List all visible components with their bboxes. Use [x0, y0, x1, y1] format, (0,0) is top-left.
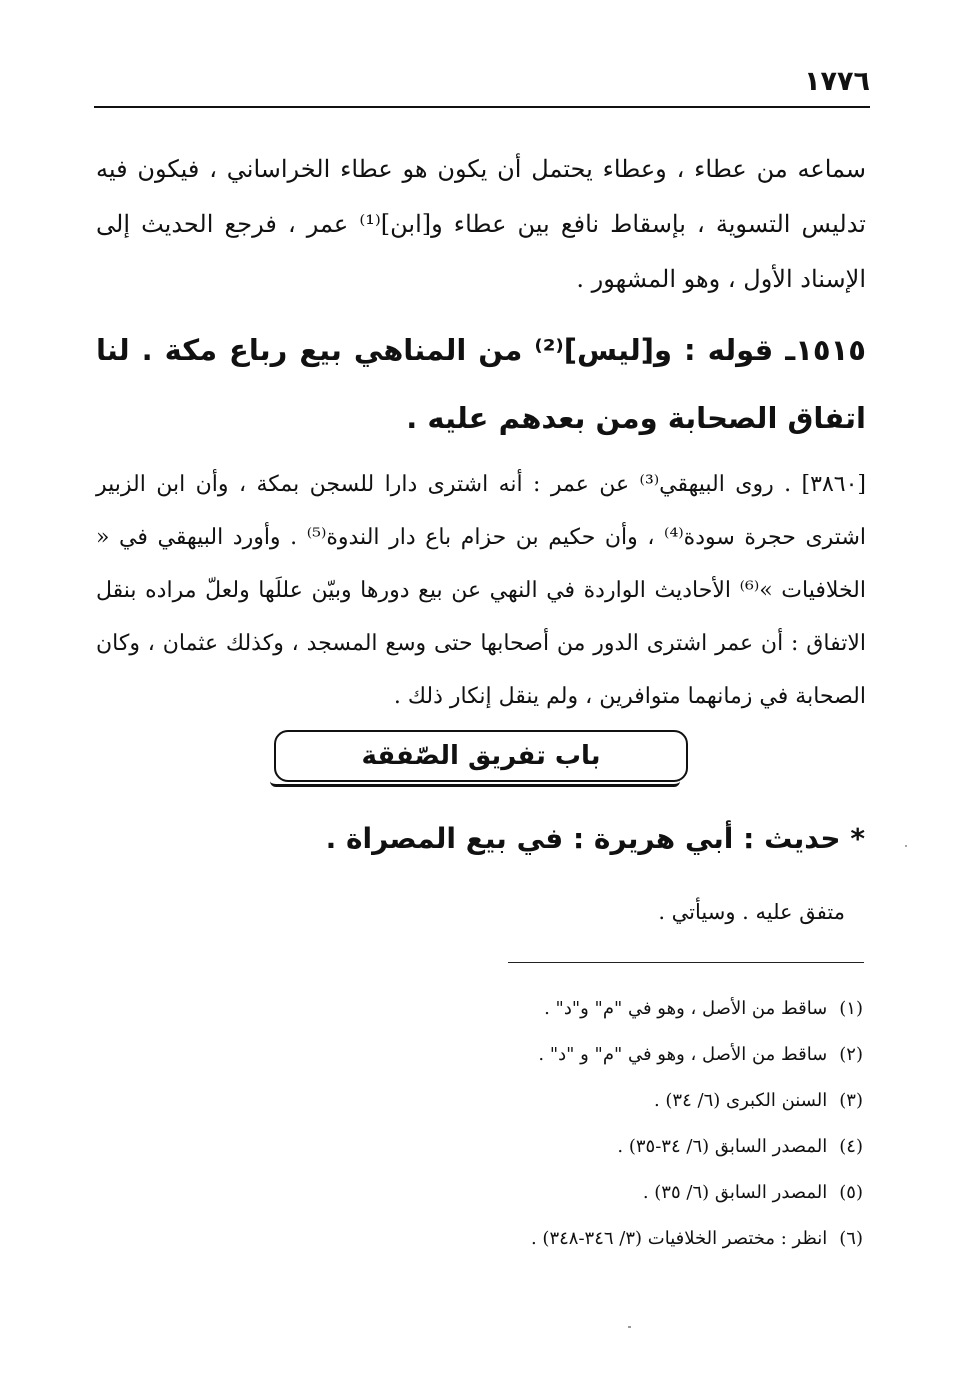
hadith-grading-note: متفق عليه . وسيأتي .	[658, 900, 845, 924]
footnote-number: (٣)	[839, 1090, 863, 1111]
paragraph-continuation: سماعه من عطاء ، وعطاء يحتمل أن يكون هو عطاء الخراساني ، فيكون فيه تدليس التسوية ، بإسقاط نافع بين عطاء و[ابن]⁽¹⁾ عمر ، فرجع الحديث إلى الإسناد الأول ، وهو المشهور .	[96, 155, 866, 293]
footnote-text: ساقط من الأصل ، وهو في "م" و"د" .	[544, 998, 828, 1019]
hadith-3860-paragraph: [٣٨٦٠] . روى البيهقي⁽³⁾ عن عمر : أنه اشترى دارا للسجن بمكة ، وأن ابن الزبير اشترى حجرة سودة⁽⁴⁾ ، وأن حكيم بن حزام باع دار الندوة⁽⁵⁾ . وأورد البيهقي في « الخلافيات »⁽⁶⁾ الأحاديث الواردة في النهي عن بيع دورها وبيّن عللَها ولعلّ مراده بنقل الاتفاق : أن عمر اشترى الدور من أصحابها حتى وسع المسجد ، وكذلك عثمان ، وكان الصحابة في زمانهما متوافرين ، ولم ينقل إنكار ذلك .	[96, 472, 866, 709]
footnote-text: المصدر السابق (٦/ ٣٥) .	[642, 1182, 828, 1203]
footnote-text: السنن الكبرى (٦/ ٣٤) .	[653, 1090, 828, 1111]
footnote-number: (١)	[839, 998, 863, 1019]
chapter-title-box	[274, 730, 688, 782]
scan-speck	[905, 845, 907, 847]
footnote-item	[531, 1216, 863, 1262]
footnote-item	[531, 1170, 863, 1216]
footnote-item	[531, 986, 863, 1032]
entry-text: قوله : و[ليس]⁽²⁾ من المناهي بيع رباع مكة . لنا اتفاق الصحابة ومن بعدهم عليه .	[96, 333, 866, 435]
hadith-heading: * حديث : أبي هريرة : في بيع المصراة .	[325, 822, 865, 855]
footnote-separator	[508, 962, 864, 963]
entry-1515-heading: ١٥١٥ـ قوله : و[ليس]⁽²⁾ من المناهي بيع رباع مكة . لنا اتفاق الصحابة ومن بعدهم عليه .	[96, 333, 867, 435]
footnote-item	[531, 1124, 863, 1170]
header-rule	[94, 106, 870, 108]
footnote-number: (٥)	[839, 1182, 863, 1203]
footnote-number: (٦)	[839, 1228, 863, 1249]
scan-speck	[628, 1326, 631, 1328]
chapter-title: باب تفريق الصّفقة	[361, 741, 601, 771]
page-number: ١٧٧٦	[804, 66, 870, 97]
footnote-item	[531, 1032, 863, 1078]
footnote-text: ساقط من الأصل ، وهو في "م" و "د" .	[538, 1044, 828, 1065]
footnote-number: (٢)	[839, 1044, 863, 1065]
footnotes-list	[531, 986, 863, 1262]
footnote-number: (٤)	[839, 1136, 863, 1157]
entry-number: ١٥١٥	[795, 333, 867, 367]
footnote-text: انظر : مختصر الخلافيات (٣/ ٣٤٦-٣٤٨) .	[530, 1228, 828, 1249]
footnote-text: المصدر السابق (٦/ ٣٤-٣٥) .	[617, 1136, 828, 1157]
footnote-item	[531, 1078, 863, 1124]
